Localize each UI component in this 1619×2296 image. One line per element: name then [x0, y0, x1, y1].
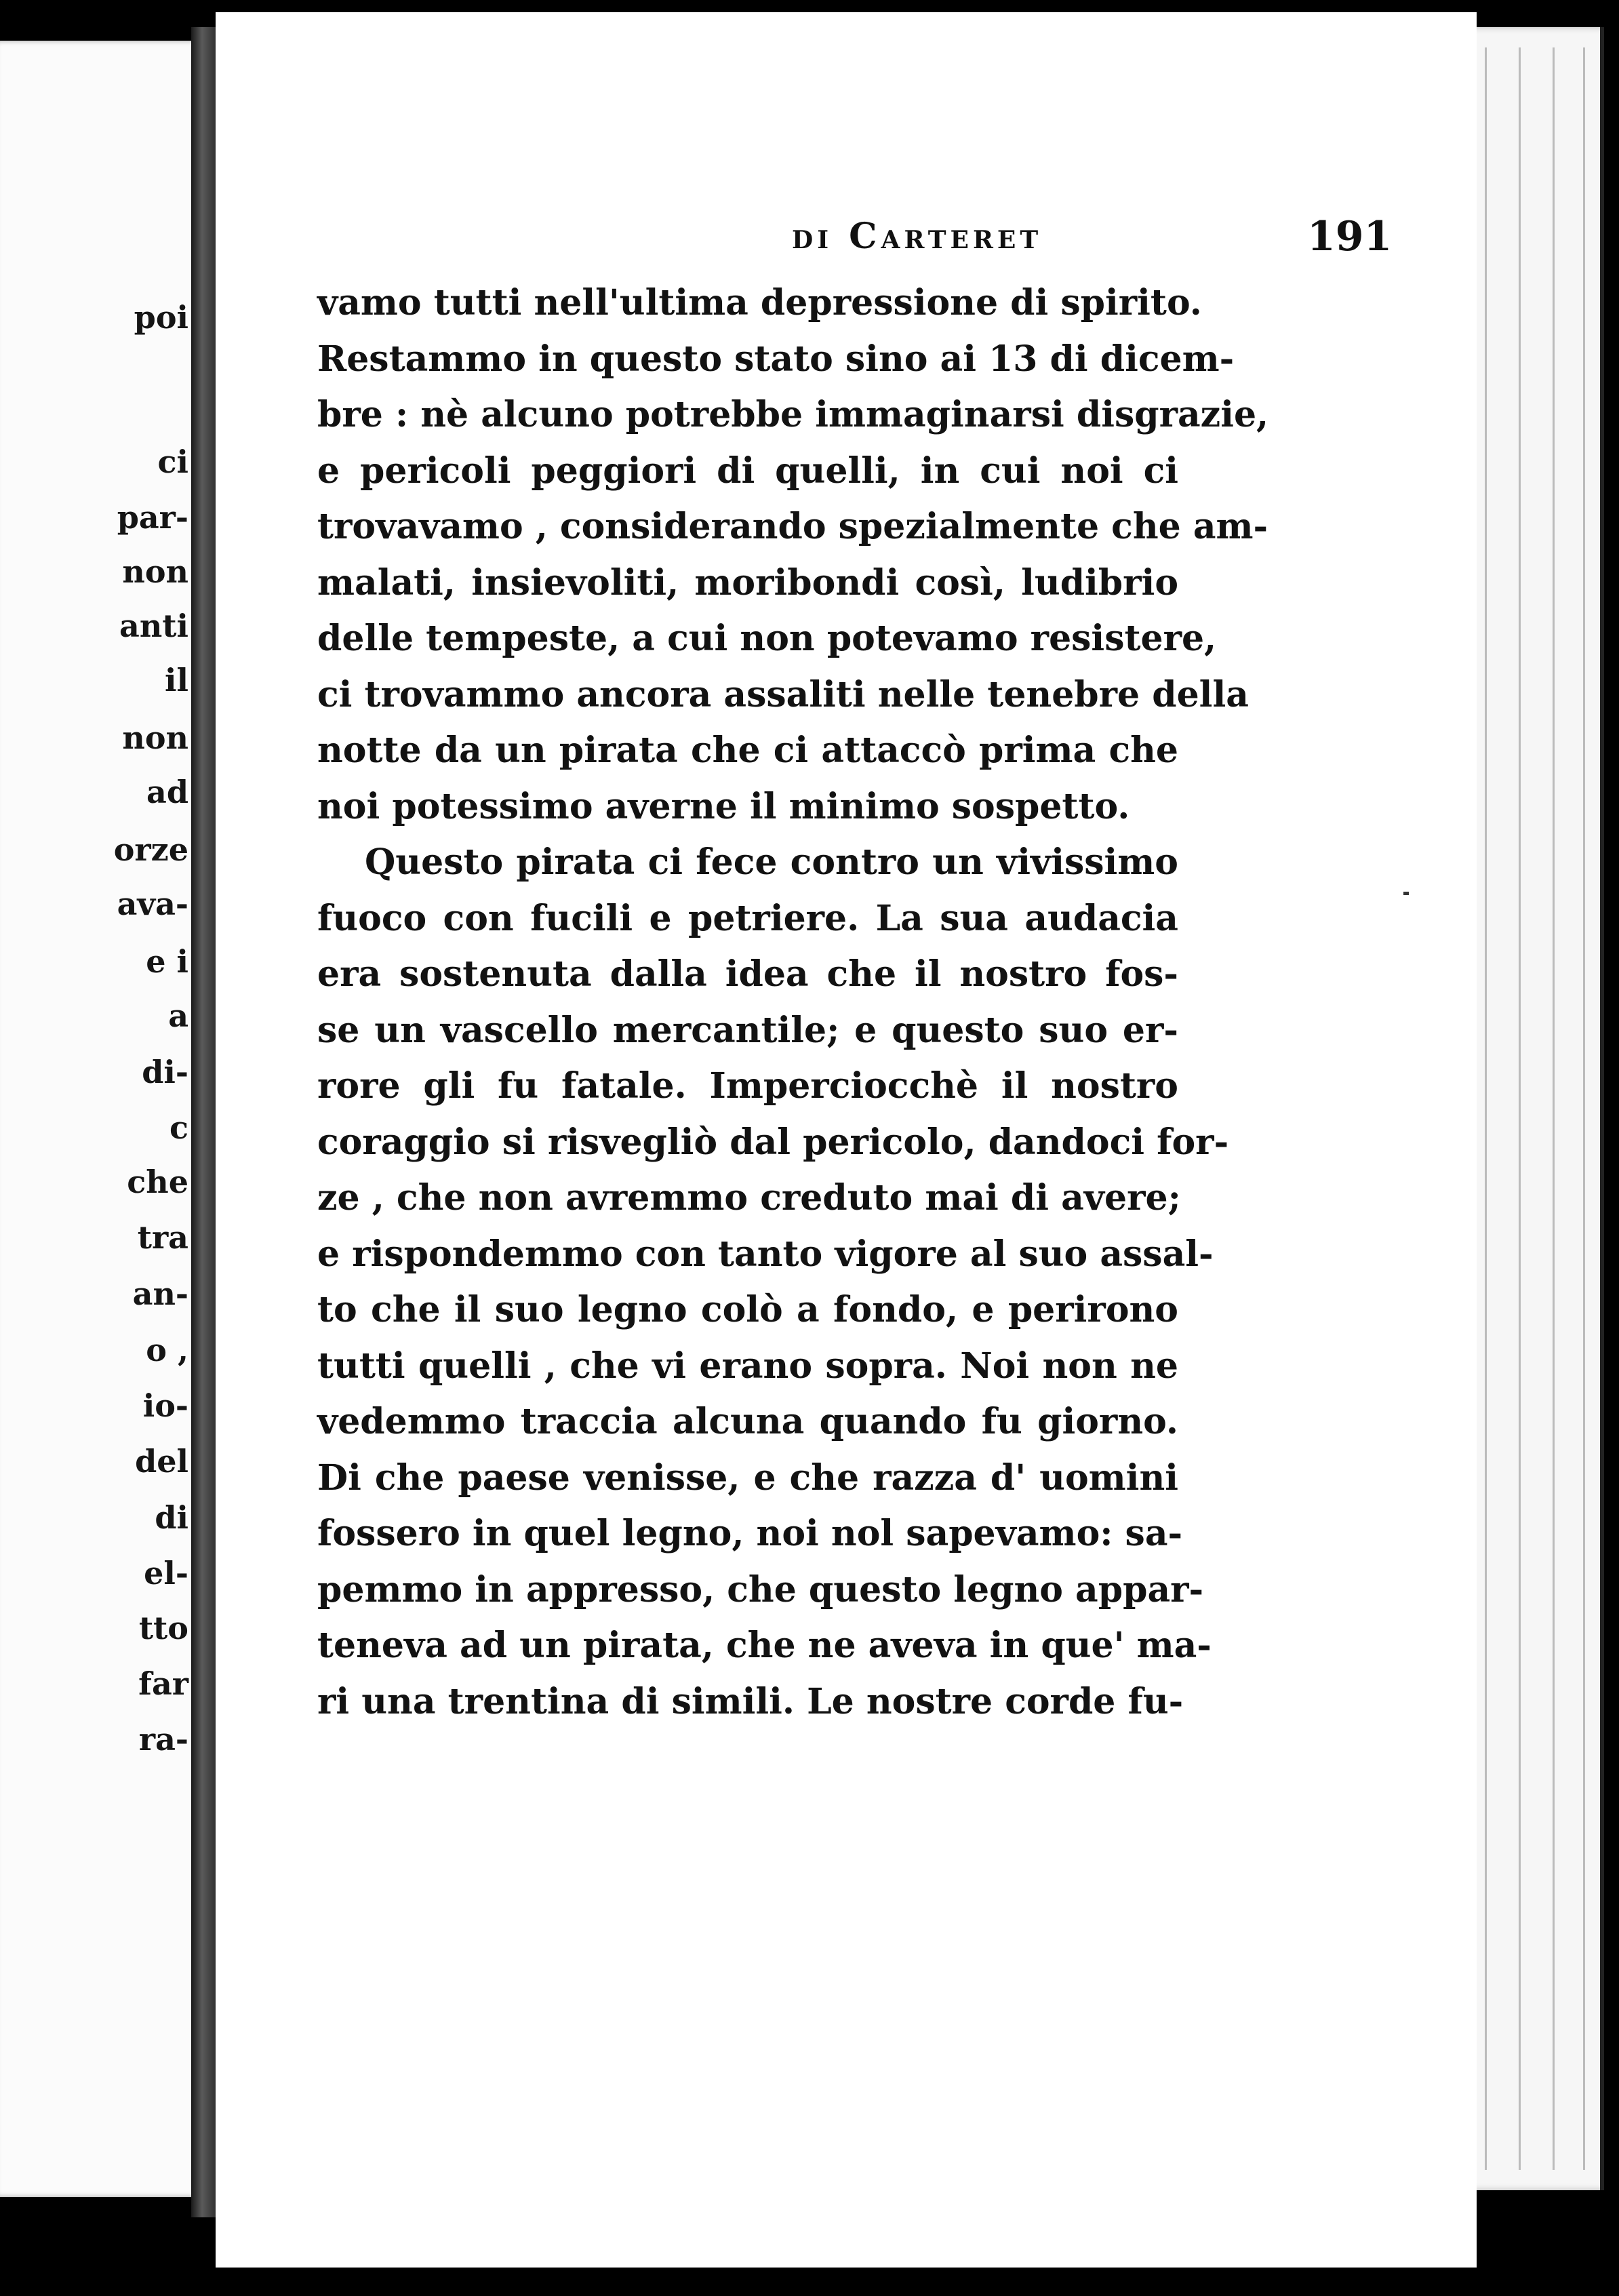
left-page-fragment: orze — [113, 831, 188, 868]
left-page-fragment: del — [135, 1443, 188, 1480]
paragraph — [317, 275, 1269, 835]
text-line: to che il suo legno colò a fondo, e perirono — [317, 1289, 1178, 1330]
page-edge-line — [1583, 47, 1585, 2170]
text-line: bre : nè alcuno potrebbe immaginarsi disgrazie, — [317, 394, 1269, 435]
text-line: coraggio si risvegliò dal pericolo, dandoci for- — [317, 1121, 1229, 1163]
text-line: noi potessimo averne il minimo sospetto. — [317, 785, 1130, 827]
text-line: delle tempeste, a cui non potevamo resistere, — [317, 618, 1217, 659]
text-line: ri una trentina di simili. Le nostre corde fu- — [317, 1680, 1184, 1722]
left-page-fragment: ad — [146, 774, 188, 810]
left-page-fragment: di- — [142, 1054, 188, 1090]
ink-speck — [1403, 892, 1409, 895]
page-edges — [1458, 27, 1604, 2190]
text-line: ci trovammo ancora assaliti nelle tenebre della — [317, 673, 1249, 715]
text-line: e rispondemmo con tanto vigore al suo assal- — [317, 1233, 1214, 1275]
text-line: malati, insievoliti, moribondi così, ludibrio — [317, 561, 1178, 603]
text-line: fuoco con fucili e petriere. La sua audacia — [317, 897, 1178, 939]
running-title: di Carteret — [792, 216, 1043, 257]
left-page-fragment: il — [165, 662, 188, 698]
left-page-fragment: an- — [132, 1275, 188, 1312]
text-line: teneva ad un pirata, che ne aveva in que' ma- — [317, 1625, 1212, 1666]
text-line: pemmo in appresso, che questo legno appar- — [317, 1568, 1204, 1610]
text-line: ze , che non avremmo creduto mai di avere; — [317, 1177, 1181, 1219]
paragraph — [317, 835, 1229, 1730]
left-page-fragment: o , — [146, 1332, 188, 1368]
left-page-fragment: a — [168, 997, 188, 1034]
left-page-fragment: che — [127, 1164, 188, 1200]
text-line: vedemmo traccia alcuna quando fu giorno. — [317, 1401, 1178, 1442]
text-line: fossero in quel legno, noi nol sapevamo: sa- — [317, 1513, 1183, 1554]
page-edge-line — [1519, 47, 1521, 2170]
text-line: notte da un pirata che ci attaccò prima che — [317, 730, 1178, 771]
left-page-fragment: e i — [146, 943, 188, 980]
left-page-fragment: di — [155, 1499, 188, 1536]
body-text — [317, 275, 1269, 1730]
page-number: 191 — [1307, 213, 1393, 260]
left-page-fragment: tra — [137, 1219, 188, 1256]
left-page-fragment: poi — [134, 299, 188, 336]
left-page-fragment: ava- — [117, 886, 188, 922]
text-line: tutti quelli , che vi erano sopra. Noi non ne — [317, 1345, 1178, 1387]
text-line: era sostenuta dalla idea che il nostro fos- — [317, 953, 1178, 995]
left-page-fragment: far — [138, 1665, 188, 1702]
left-page-fragment: ci — [157, 443, 188, 480]
left-page-fragment: ra- — [138, 1721, 188, 1758]
previous-page-sliver — [0, 41, 203, 2197]
left-page-fragment: el- — [144, 1555, 188, 1591]
text-line: Restammo in questo stato sino ai 13 di dicem- — [317, 338, 1235, 380]
book-page — [216, 12, 1477, 2268]
page-edge-line — [1553, 47, 1555, 2170]
text-line: Questo pirata ci fece contro un vivissimo — [365, 842, 1178, 883]
text-line: vamo tutti nell'ultima depressione di spirito. — [317, 282, 1202, 323]
text-line: trovavamo , considerando spezialmente che am- — [317, 506, 1268, 547]
book-gutter — [191, 27, 218, 2217]
left-page-fragment: non — [122, 553, 188, 590]
left-page-fragment: non — [122, 719, 188, 756]
text-line: Di che paese venisse, e che razza d' uomini — [317, 1457, 1178, 1499]
left-page-fragment: c — [169, 1109, 188, 1146]
left-page-fragment: anti — [119, 608, 188, 644]
left-page-fragment: io- — [142, 1387, 188, 1424]
text-line: rore gli fu fatale. Imperciocchè il nostro — [317, 1065, 1178, 1107]
left-page-fragment: tto — [138, 1610, 188, 1646]
running-head — [602, 206, 1416, 260]
page-edge-line — [1485, 47, 1487, 2170]
left-page-fragment: par- — [117, 499, 188, 536]
text-line: e pericoli peggiori di quelli, in cui noi ci — [317, 450, 1178, 492]
text-line: se un vascello mercantile; e questo suo er- — [317, 1009, 1178, 1051]
